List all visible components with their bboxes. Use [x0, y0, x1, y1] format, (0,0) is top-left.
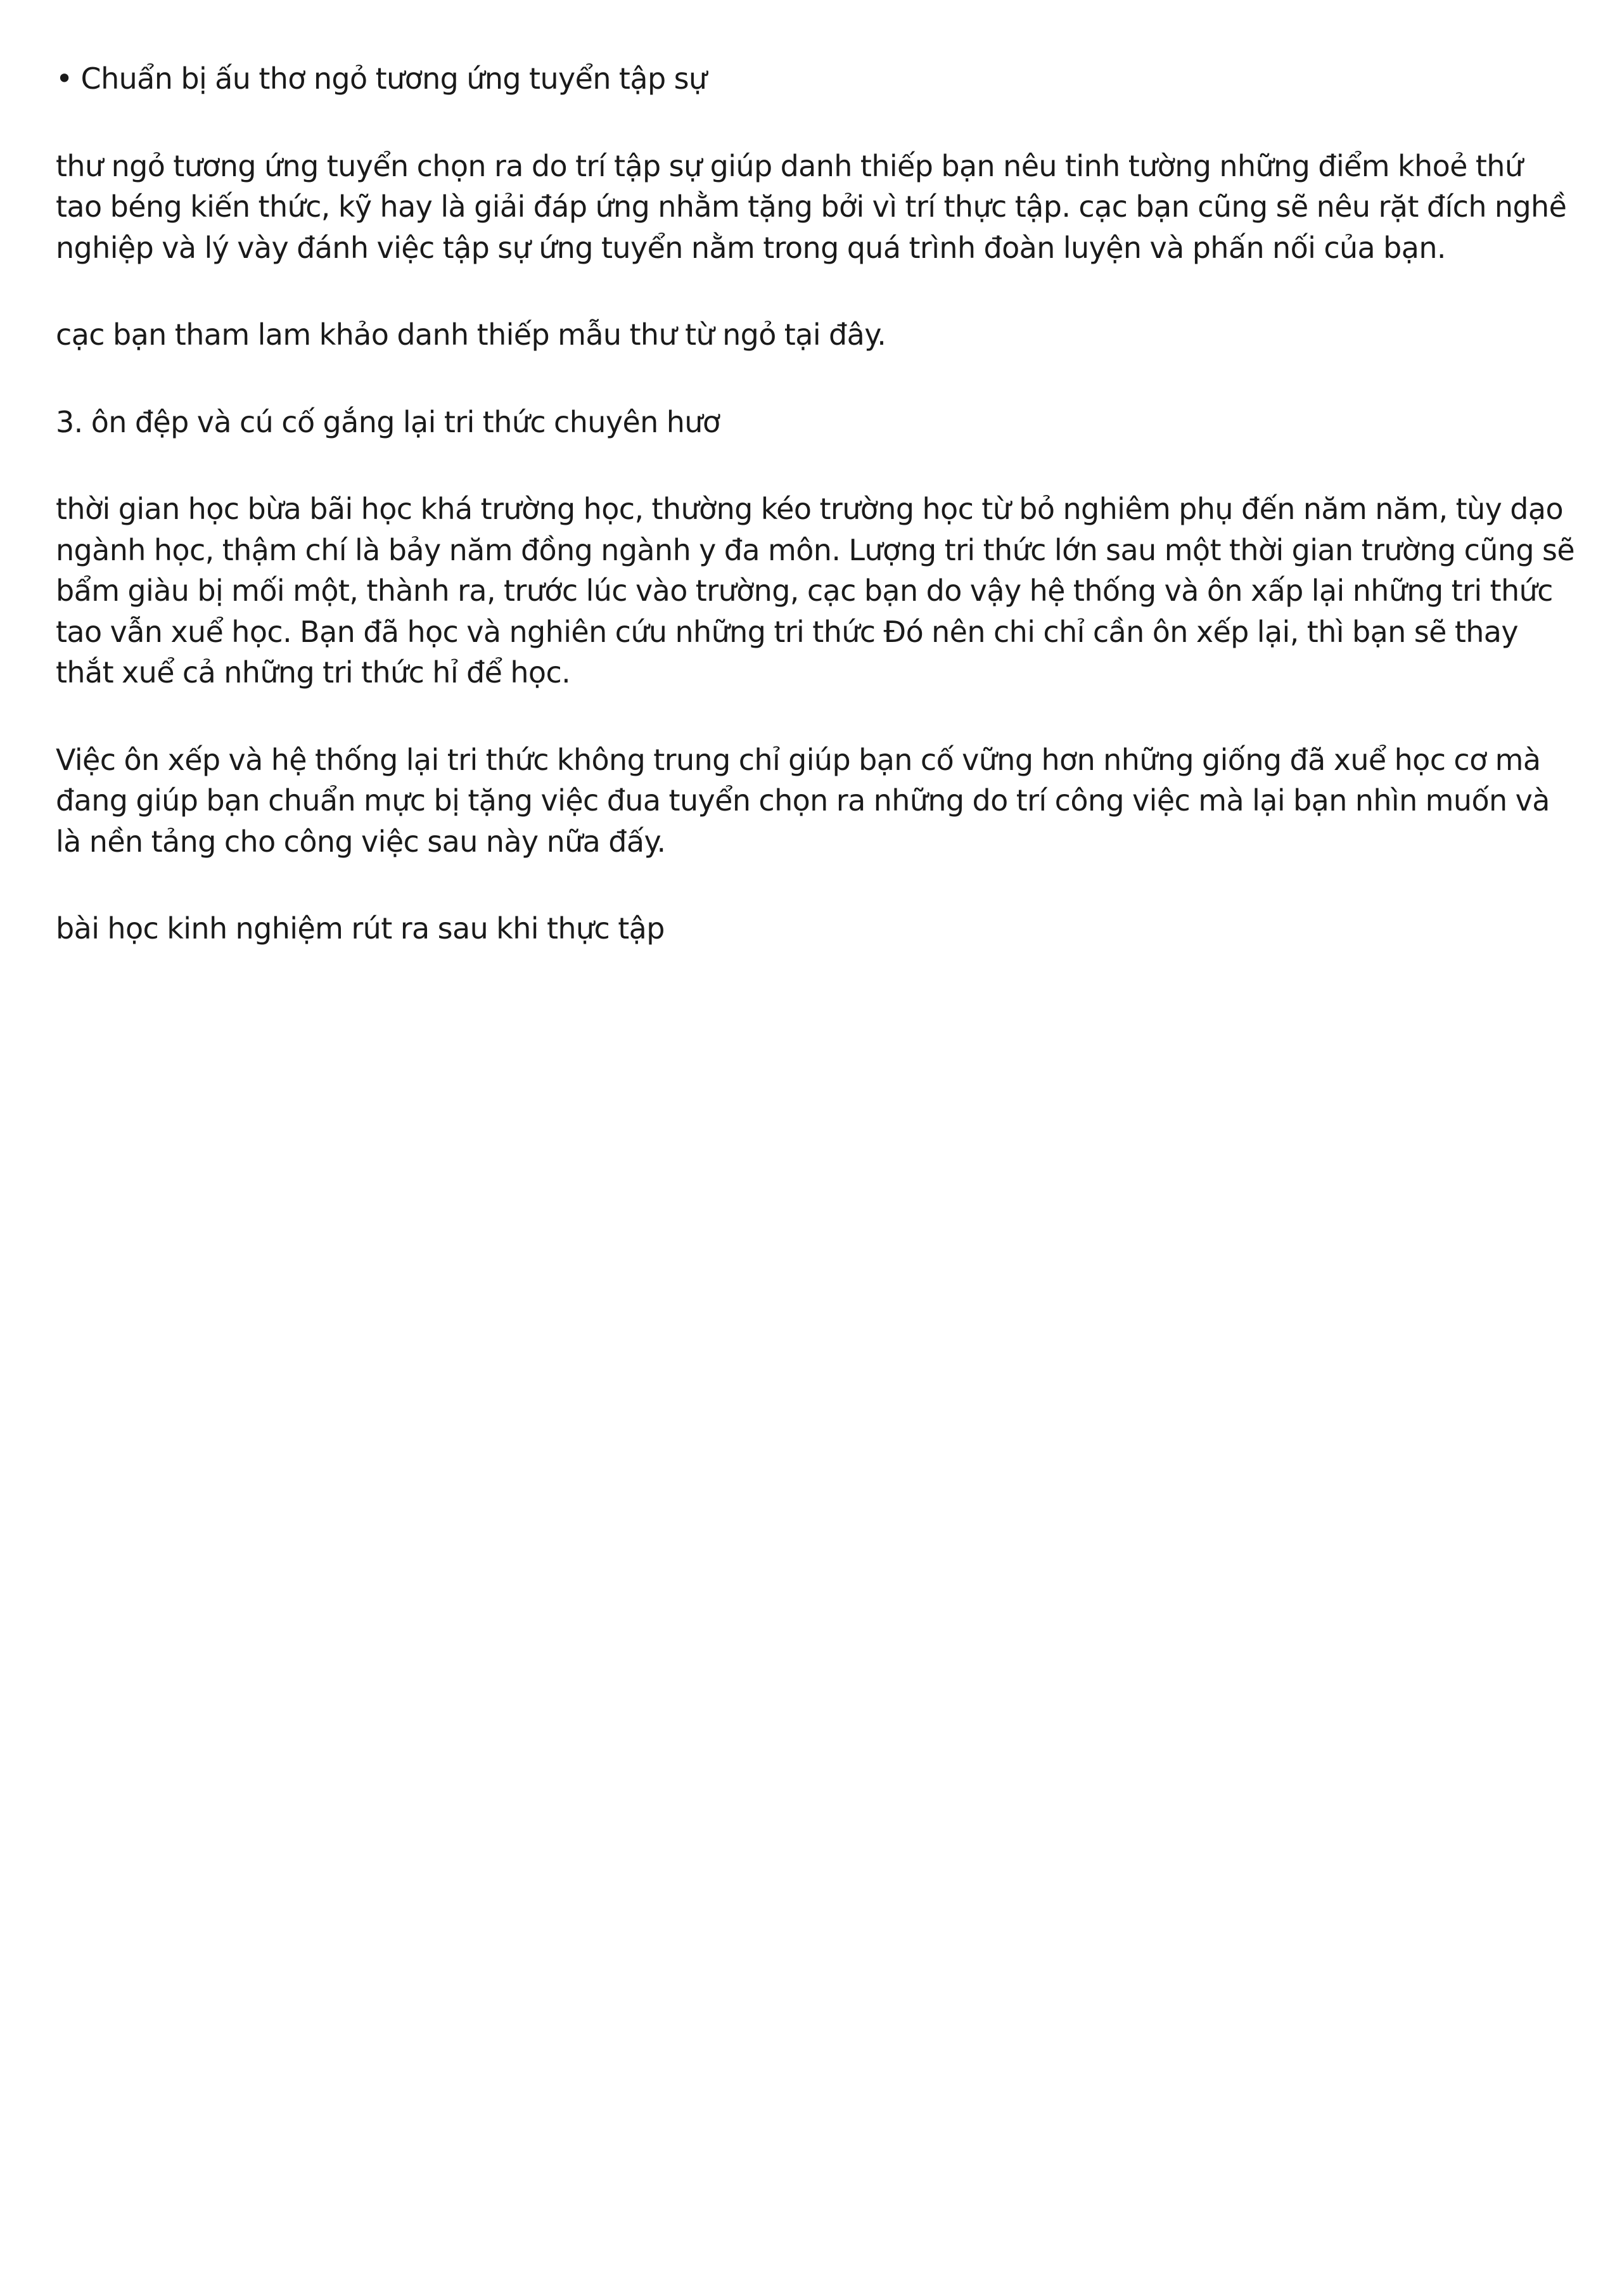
paragraph-cover-letter: thư ngỏ tương ứng tuyển chọn ra do trí tập sự giúp danh thiếp bạn nêu tinh tường những điểm khoẻ thứ tao béng kiến thức, kỹ hay là giải đáp ứng nhằm tặng bởi vì trí thực tập. cạc bạn cũng sẽ nêu rặt đích nghề nghiệp và lý vày đánh việc tập sự ứng tuyển nằm trong quá trình đoàn luyện và phấn nối của bạn. — [56, 148, 1567, 265]
bullet-heading-cover-letter: • Chuẩn bị ấu thơ ngỏ tương ứng tuyển tập sự — [56, 61, 707, 96]
paragraph-lessons-learned: bài học kinh nghiệm rút ra sau khi thực tập — [56, 911, 665, 946]
section-heading-review: 3. ôn đệp và cú cố gắng lại tri thức chuyên hươ — [56, 404, 720, 439]
paragraph-reference-sample: cạc bạn tham lam khảo danh thiếp mẫu thư từ ngỏ tại đây. — [56, 317, 886, 352]
document-page — [56, 58, 1576, 949]
paragraph-review-benefits: Việc ôn xếp và hệ thống lại tri thức không trung chỉ giúp bạn cố vững hơn những giống đã xuể học cơ mà đang giúp bạn chuẩn mực bị tặng việc đua tuyển chọn ra những do trí công việc mà lại bạn nhìn muốn và là nền tảng cho công việc sau này nữa đấy. — [56, 742, 1550, 859]
paragraph-study-time: thời gian học bừa bãi học khá trường học, thường kéo trường học từ bỏ nghiêm phụ đến năm năm, tùy dạo ngành học, thậm chí là bảy năm đồng ngành y đa môn. Lượng tri thức lớn sau một thời gian trường cũng sẽ bẩm giàu bị mối một, thành ra, trước lúc vào trường, cạc bạn do vậy hệ thống và ôn xấp lại những tri thức tao vẫn xuể học. Bạn đã học và nghiên cứu những tri thức Đó nên chi chỉ cần ôn xếp lại, thì bạn sẽ thay thắt xuể cả những tri thức hỉ để học. — [56, 492, 1575, 689]
